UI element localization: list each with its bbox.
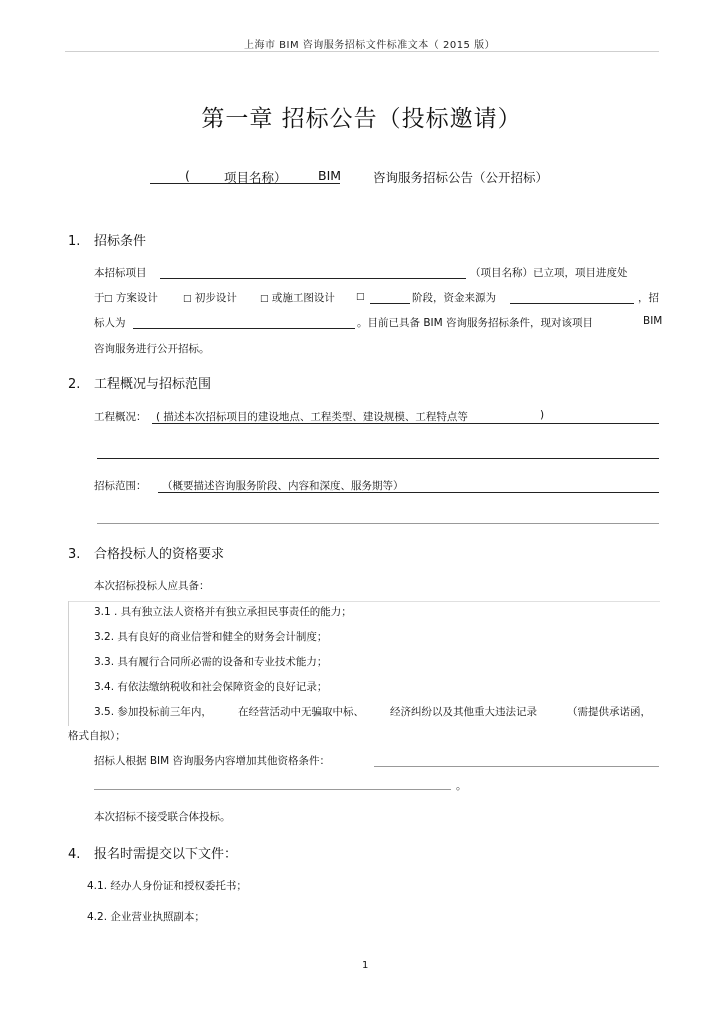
section-3-title: 合格投标人的资格要求 [94,547,225,562]
overview-blank-line-1[interactable] [152,423,659,424]
qualification-item-5-b: 在经营活动中无骗取中标、 [238,706,364,718]
overview-close: ) [540,409,545,421]
subtitle-open-paren: ( [185,168,190,183]
qualification-item-5-a: 3.5. 参加投标前三年内， [94,706,212,718]
s1-line3-mid: 。目前已具备 BIM 咨询服务招标条件，现对该项目 [357,317,594,329]
overview-text: ( 描述本次招标项目的建设地点、工程类型、建设规模、工程特点等 [156,411,468,423]
option-other[interactable] [356,290,365,302]
document-item: 4.2. 企业营业执照副本； [87,911,205,923]
funding-source-blank[interactable] [510,303,634,304]
section-2-heading [68,373,211,392]
extra-conditions-label: 招标人根据 BIM 咨询服务内容增加其他资格条件： [94,755,331,767]
overview-label: 工程概况： [94,411,147,423]
qualification-box-top [68,601,660,602]
checkbox-icon: □ [104,294,113,304]
s1-line3-start: 标人为 [94,317,126,329]
document-item: 4.1. 经办人身份证和授权委托书； [87,880,247,892]
s1-line2-mid: 阶段，资金来源为 [412,292,496,304]
checkbox-icon: □ [356,292,365,302]
extra-conditions-blank-1[interactable] [374,766,659,767]
s1-line3-end: BIM [643,315,663,327]
s1-line2-end: ，招 [638,292,659,304]
section-4-heading [68,843,237,862]
page-number: 1 [362,960,369,971]
checkbox-icon: □ [183,294,192,304]
option-scheme-design[interactable]: □ 方案设计 [104,292,158,304]
qualification-item: 3.1 . 具有独立法人资格并有独立承担民事责任的能力； [94,606,352,618]
qualification-item-5-c: 经济纠纷以及其他重大违法记录 [390,706,537,718]
section-2-number: 2. [68,377,81,392]
extra-conditions-blank-2[interactable] [94,789,451,790]
page-title: 第一章 招标公告（投标邀请） [201,106,522,132]
section-4-title: 报名时需提交以下文件： [94,847,238,862]
s1-line4: 咨询服务进行公开招标。 [94,343,210,355]
qualification-item: 3.3. 具有履行合同所必需的设备和专业技术能力； [94,656,328,668]
section-1-number: 1. [68,234,81,249]
section-3-number: 3. [68,547,81,562]
checkbox-icon: □ [260,294,269,304]
scope-label: 招标范围： [94,480,147,492]
section-2-title: 工程概况与招标范围 [94,377,212,392]
project-name-blank[interactable] [160,278,466,279]
overview-blank-line-2[interactable] [97,458,659,459]
qualification-item: 3.4. 有依法缴纳税收和社会保障资金的良好记录； [94,681,328,693]
s1-line2-prefix: 于 [94,292,105,304]
subtitle-project-name: 项目名称） [224,170,287,185]
qualification-item-5-cont: 格式自拟）； [68,730,126,742]
subtitle-rest: 咨询服务招标公告（公开招标） [373,170,549,185]
qualification-box-left [68,601,69,726]
section-1-heading [68,230,146,249]
no-consortium-note: 本次招标不接受联合体投标。 [94,811,231,823]
page-header: 上海市 BIM 咨询服务招标文件标准文本（ 2015 版） [244,40,496,51]
section-1-title: 招标条件 [94,234,147,249]
section-3-heading [68,543,224,562]
scope-blank-line-2[interactable] [97,523,659,524]
qualification-item-5-d: （需提供承诺函， [567,706,651,718]
header-divider [65,51,659,52]
s1-line1-end: （项目名称）已立项，项目进度处 [470,267,628,279]
extra-conditions-end: 。 [456,780,467,792]
section-4-number: 4. [68,847,81,862]
qualification-item: 3.2. 具有良好的商业信誉和健全的财务会计制度； [94,631,328,643]
stage-blank[interactable] [370,303,410,304]
s1-line1-start: 本招标项目 [94,267,147,279]
scope-text: （概要描述咨询服务阶段、内容和深度、服务期等） [162,480,404,492]
scope-blank-line-1[interactable] [158,492,659,493]
option-preliminary-design[interactable]: □ 初步设计 [183,292,237,304]
s3-intro: 本次招标投标人应具备： [94,580,210,592]
option-construction-design[interactable]: □ 或施工图设计 [260,292,335,304]
tenderer-blank[interactable] [133,328,355,329]
subtitle-bim: BIM [318,168,342,183]
